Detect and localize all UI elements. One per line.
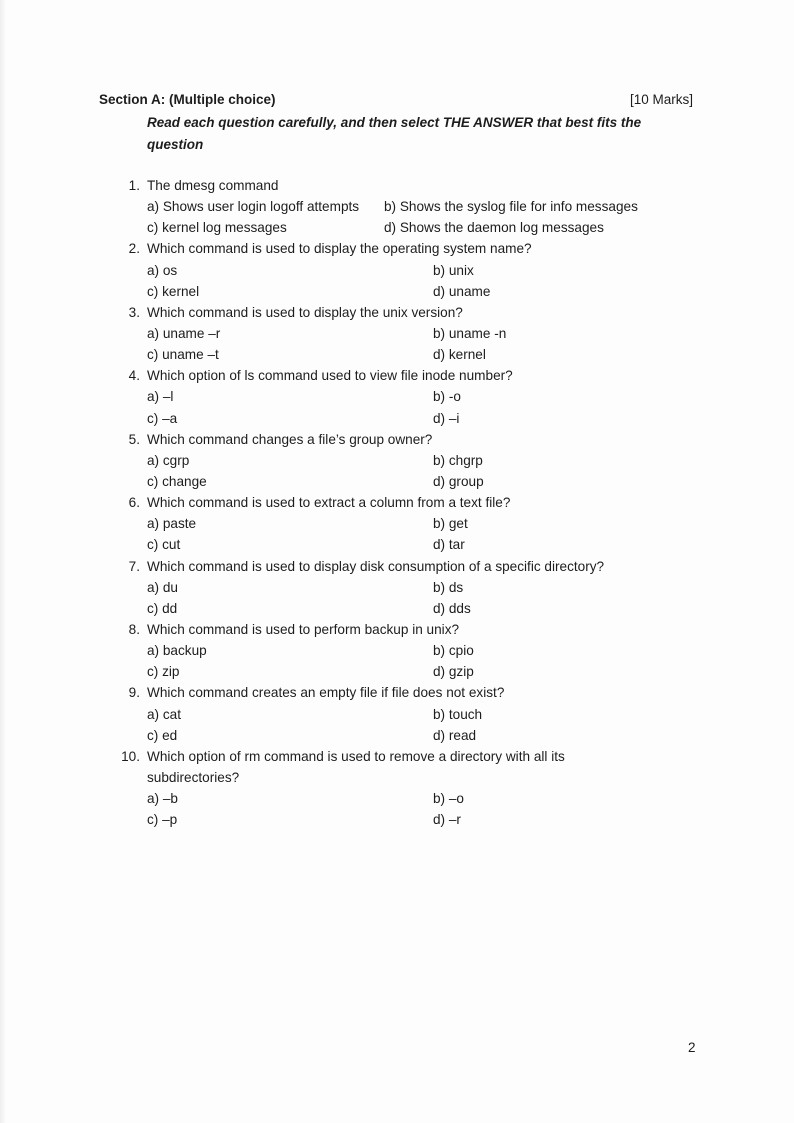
question-line xyxy=(0,429,794,450)
question-line xyxy=(0,238,794,259)
question-text: Which option of rm command is used to remove a directory with all its xyxy=(147,748,565,764)
question-line xyxy=(0,302,794,323)
option-row xyxy=(0,513,794,534)
answer-option: b) uname -n xyxy=(433,325,507,341)
answer-option: c) dd xyxy=(147,600,178,616)
answer-option: c) kernel log messages xyxy=(147,220,287,236)
answer-option: c) uname –t xyxy=(147,347,219,363)
page-number: 2 xyxy=(688,1040,696,1055)
option-row xyxy=(0,344,794,365)
question-item xyxy=(0,619,794,682)
answer-option: d) group xyxy=(433,473,484,489)
answer-option: a) Shows user login logoff attempts xyxy=(147,199,360,215)
option-row xyxy=(0,725,794,746)
section-title: Section A: (Multiple choice) xyxy=(99,92,276,107)
answer-option: b) Shows the syslog file for info messages xyxy=(384,199,638,215)
option-row xyxy=(0,408,794,429)
question-line xyxy=(0,365,794,386)
question-line xyxy=(0,682,794,703)
option-row xyxy=(0,577,794,598)
question-text: Which command is used to extract a column from a text file? xyxy=(147,495,511,511)
question-item xyxy=(0,429,794,492)
question-line xyxy=(0,492,794,513)
question-number: 5. xyxy=(128,431,140,447)
question-number: 8. xyxy=(128,621,140,637)
option-row xyxy=(0,704,794,725)
option-row xyxy=(0,788,794,809)
answer-option: c) change xyxy=(147,473,207,489)
answer-option: d) tar xyxy=(433,537,465,553)
option-row xyxy=(0,534,794,555)
question-number: 10. xyxy=(121,748,140,764)
option-row xyxy=(0,196,794,217)
answer-option: a) –b xyxy=(147,791,178,807)
question-item xyxy=(0,175,794,238)
question-number: 7. xyxy=(128,558,140,574)
question-number: 2. xyxy=(128,241,140,257)
question-text: Which option of ls command used to view file inode number? xyxy=(147,368,513,384)
answer-option: d) dds xyxy=(433,600,471,616)
option-row xyxy=(0,281,794,302)
question-text: Which command is used to display disk consumption of a specific directory? xyxy=(147,558,605,574)
option-row xyxy=(0,323,794,344)
question-text: Which command is used to perform backup in unix? xyxy=(147,621,460,637)
option-row xyxy=(0,598,794,619)
answer-option: d) read xyxy=(433,727,477,743)
answer-option: b) cpio xyxy=(433,643,474,659)
question-line xyxy=(0,746,794,767)
question-item xyxy=(0,556,794,619)
option-row xyxy=(0,450,794,471)
question-number: 1. xyxy=(128,178,140,193)
option-row xyxy=(0,809,794,830)
question-text: The dmesg command xyxy=(147,178,279,193)
question-line xyxy=(0,556,794,577)
answer-option: b) -o xyxy=(433,389,461,405)
instructions: Read each question carefully, and then select THE ANSWER that best fits the question xyxy=(147,115,642,152)
answer-option: d) gzip xyxy=(433,664,474,680)
answer-option: d) Shows the daemon log messages xyxy=(384,220,604,236)
question-text: Which command is used to display the operating system name? xyxy=(147,241,532,257)
option-row xyxy=(0,471,794,492)
answer-option: d) kernel xyxy=(433,347,486,363)
answer-option: a) os xyxy=(147,262,178,278)
option-row xyxy=(0,260,794,281)
answer-option: c) –p xyxy=(147,812,178,828)
option-row xyxy=(0,640,794,661)
answer-option: b) touch xyxy=(433,706,483,722)
answer-option: d) –r xyxy=(433,812,461,828)
question-text: Which command is used to display the unix version? xyxy=(147,304,463,320)
question-text: subdirectories? xyxy=(147,769,240,785)
answer-option: d) uname xyxy=(433,283,491,299)
answer-option: b) ds xyxy=(433,579,464,595)
answer-option: a) –l xyxy=(147,389,174,405)
question-text: Which command creates an empty file if file does not exist? xyxy=(147,685,505,701)
question-number: 9. xyxy=(128,685,140,701)
question-number: 3. xyxy=(128,304,140,320)
option-row xyxy=(0,661,794,682)
question-number: 4. xyxy=(128,368,140,384)
question-item xyxy=(0,746,794,831)
question-item xyxy=(0,302,794,365)
section-marks: [10 Marks] xyxy=(629,92,693,107)
answer-option: c) kernel xyxy=(147,283,200,299)
option-row xyxy=(0,217,794,238)
answer-option: b) chgrp xyxy=(433,452,483,468)
answer-option: c) cut xyxy=(147,537,181,553)
answer-option: b) unix xyxy=(433,262,474,278)
answer-option: b) get xyxy=(433,516,468,532)
question-line xyxy=(0,175,794,196)
answer-option: a) paste xyxy=(147,516,197,532)
answer-option: a) cgrp xyxy=(147,452,190,468)
question-item xyxy=(0,365,794,428)
answer-option: d) –i xyxy=(433,410,460,426)
answer-option: a) cat xyxy=(147,706,181,722)
answer-option: a) backup xyxy=(147,643,207,659)
answer-option: b) –o xyxy=(433,791,464,807)
question-list xyxy=(0,175,794,830)
question-item xyxy=(0,682,794,745)
answer-option: a) uname –r xyxy=(147,325,221,341)
answer-option: c) –a xyxy=(147,410,178,426)
question-line xyxy=(0,767,794,788)
question-line xyxy=(0,619,794,640)
answer-option: c) ed xyxy=(147,727,178,743)
answer-option: c) zip xyxy=(147,664,180,680)
question-item xyxy=(0,492,794,555)
question-number: 6. xyxy=(128,495,140,511)
question-item xyxy=(0,238,794,301)
question-text: Which command changes a file’s group owner? xyxy=(147,431,433,447)
option-row xyxy=(0,386,794,407)
answer-option: a) du xyxy=(147,579,178,595)
